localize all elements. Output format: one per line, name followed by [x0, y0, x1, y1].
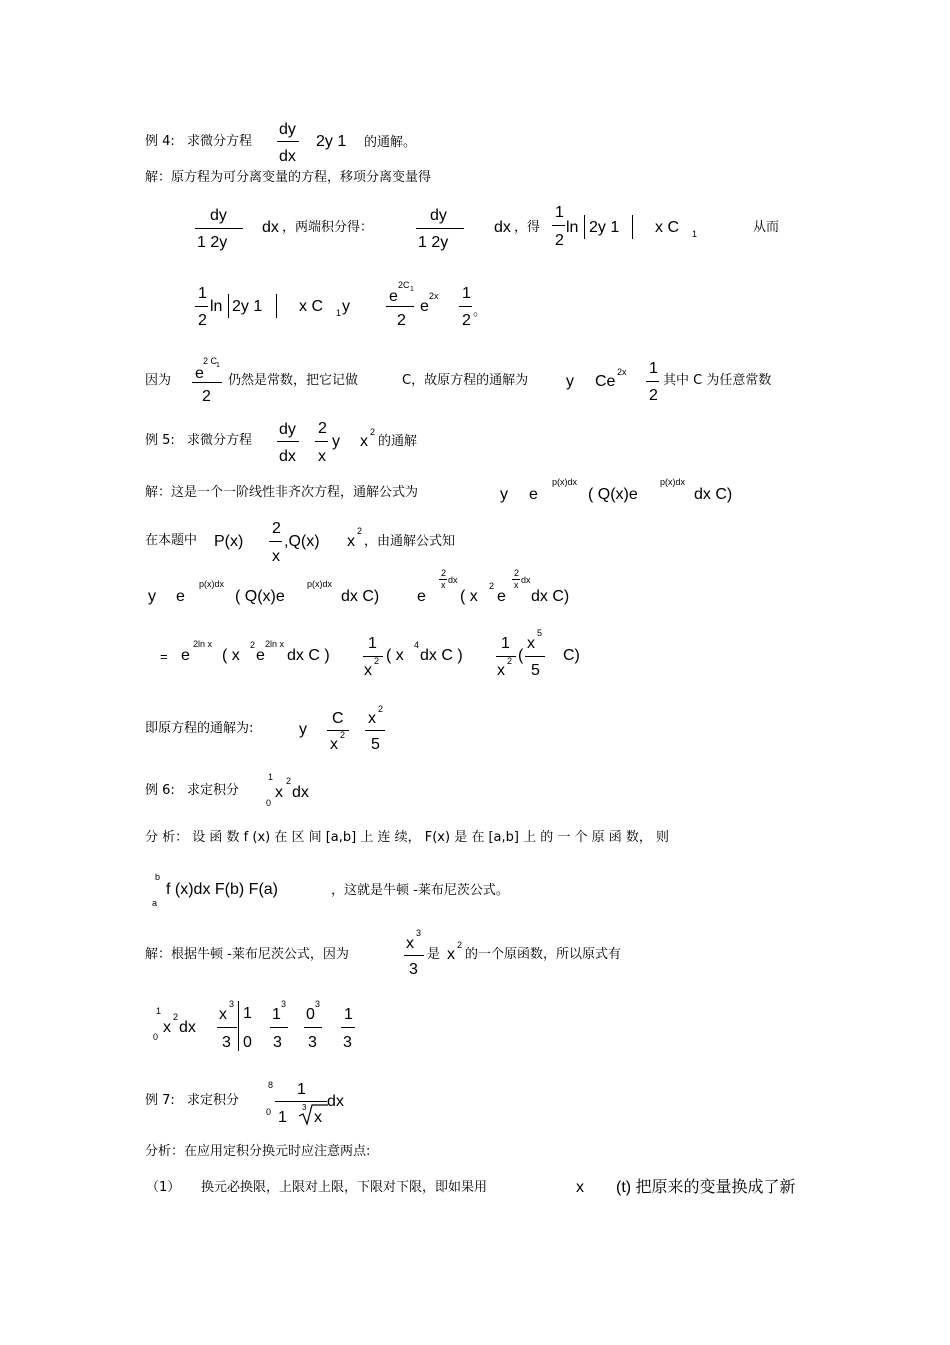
fraction-bar — [195, 306, 208, 307]
ana7-item-num: （1） — [146, 1180, 181, 1195]
sol5-l4-y: y — [148, 588, 156, 605]
sol4-l4-half-den: 2 — [649, 387, 658, 404]
sol5-l5-f3-den: 5 — [531, 662, 540, 679]
fraction-bar — [192, 382, 222, 383]
sol5-l4-e1: e — [176, 588, 185, 605]
sol5-l5-e-open: ( — [518, 647, 524, 664]
sol5-l6-x2: x — [330, 736, 338, 753]
sol4-l4-e-sup: 2 C — [203, 356, 218, 366]
fraction-bar — [217, 1027, 237, 1028]
ex7-prompt: 求定积分 — [187, 1093, 240, 1108]
sol5-l5-f2-num: 1 — [501, 635, 510, 652]
abs-bar — [228, 294, 229, 318]
sol4-l3-abs: 2y 1 — [232, 298, 263, 315]
sol5-l3-two: 2 — [272, 520, 281, 537]
sol4-l4-still: 仍然是常数，把它记做 — [228, 373, 359, 388]
sol5-l4-d: dx C) — [531, 588, 570, 605]
sol6-den: 3 — [409, 961, 418, 978]
abs-bar — [276, 294, 277, 318]
sol5-l3-x2: x — [347, 533, 355, 550]
sol6-calc-sup2: 2 — [173, 1012, 179, 1022]
sol6-tail: 的一个原函数，所以原式有 — [465, 947, 622, 962]
ex5-y: y — [332, 433, 340, 450]
sol6-calc-eval-low: 0 — [243, 1034, 252, 1051]
sol5-l4-e1-sup: p(x)dx — [199, 579, 225, 589]
sol5-l3-zai: 在本题中 — [145, 533, 198, 548]
ex7-num: 1 — [297, 1081, 306, 1098]
sol5-line1: 解：这是一个一阶线性非齐次方程，通解公式为 — [145, 485, 419, 500]
sol6-calc-b-den: 3 — [308, 1034, 317, 1051]
sol4-den1: 1 2y — [197, 234, 228, 251]
sol4-l4-y: y — [566, 373, 574, 390]
ana6-tail: ，这就是牛顿 -莱布尼茨公式。 — [331, 883, 509, 898]
fraction-bar — [269, 541, 282, 542]
sol4-l4-e-den: 2 — [202, 388, 211, 405]
sol5-l6-label: 即原方程的通解为: — [145, 721, 254, 736]
sol5-l6-five: 5 — [371, 736, 380, 753]
fraction-bar — [315, 441, 328, 442]
sol4-l4-e: e — [195, 365, 204, 382]
ex6-label: 例 6: — [145, 783, 175, 798]
ana7-line1: 分析：在应用定积分换元时应注意两点: — [145, 1144, 371, 1159]
sol5-l5-eq: = — [160, 649, 168, 664]
sol4-abs: 2y 1 — [589, 219, 620, 236]
abs-bar — [632, 215, 633, 239]
sol5-l4-c: ( x — [460, 588, 478, 605]
fraction-bar — [404, 955, 424, 956]
sol4-de: ，得 — [514, 220, 541, 235]
sol6-calc-a-num: 1 — [272, 1006, 281, 1023]
sol5-l5-f3-num: x — [527, 635, 535, 652]
ex6-upper: 1 — [268, 772, 274, 782]
fraction-bar — [304, 1027, 322, 1028]
sol6-calc-lower: 0 — [153, 1032, 159, 1042]
abs-bar — [584, 215, 585, 239]
ex5-dx: dx — [279, 448, 296, 465]
sol4-half-den: 2 — [555, 232, 564, 249]
fraction-bar — [496, 656, 516, 657]
sol4-l3-e-sup-sub: 1 — [410, 286, 414, 293]
sol4-l3-y: y — [342, 298, 350, 315]
sol4-num1: dy — [210, 207, 227, 224]
sol5-l5-e-sup: 2ln x — [193, 639, 213, 649]
fraction-bar — [525, 656, 545, 657]
sol4-l3-end: 。 — [473, 304, 487, 319]
fraction-bar — [270, 1027, 288, 1028]
sol5-f-mid: ( Q(x)e — [588, 486, 638, 503]
ex4-tail: 的通解。 — [364, 135, 417, 150]
sol4-l3-e-sup: 2C — [398, 280, 410, 290]
sol5-l5-a-sup: 2 — [250, 640, 256, 650]
sol5-l5-f1-den: x — [364, 662, 372, 679]
ex4-label: 例 4: — [145, 134, 175, 149]
fraction-bar — [275, 1101, 327, 1102]
ana7-item-text: 换元必换限，上限对上限，下限对下限，即如果用 — [201, 1180, 488, 1195]
fraction-bar — [459, 306, 472, 307]
sol5-l4-c-e-den: x — [514, 580, 519, 590]
ex7-dx: dx — [327, 1093, 344, 1110]
sol5-l3-x: x — [272, 548, 280, 565]
ana6-integrand: f (x)dx F(b) F(a) — [166, 881, 278, 898]
fraction-bar — [327, 730, 349, 731]
fraction-bar — [341, 1027, 355, 1028]
sol5-l5-b: dx C ) — [287, 647, 330, 664]
sol4-num2: dy — [430, 207, 447, 224]
ex5-sup2: 2 — [370, 427, 376, 437]
sol6-calc-f-den: 3 — [222, 1034, 231, 1051]
sol4-den2: 1 2y — [418, 234, 449, 251]
ex7-den-one: 1 — [278, 1109, 287, 1126]
sol5-l5-c-sup: 4 — [414, 640, 420, 650]
ex4-rhs: 2y 1 — [316, 133, 347, 150]
sol5-l4-e2: e — [417, 588, 426, 605]
fraction-bar — [386, 306, 414, 307]
sol4-dx2: dx — [494, 219, 511, 236]
sol6-calc-a-den: 3 — [273, 1034, 282, 1051]
sol5-l3-sup2: 2 — [357, 526, 363, 536]
sol5-l5-close: C) — [563, 647, 580, 664]
sol6-calc-f-sup: 3 — [229, 999, 235, 1009]
fraction-bar — [363, 656, 383, 657]
ex5-two: 2 — [318, 420, 327, 437]
sol4-dx1: dx — [262, 219, 279, 236]
sol5-l5-d: dx C ) — [420, 647, 463, 664]
sol5-l3-qx: ,Q(x) — [284, 533, 320, 550]
sol4-congr: 从而 — [753, 220, 780, 235]
fraction-bar — [552, 225, 565, 226]
ex4-prompt: 求微分方程 — [187, 134, 253, 149]
sol4-l4-ce: Ce — [595, 373, 616, 390]
sol4-l3-e: e — [389, 288, 398, 305]
sol5-l4-c-sup: 2 — [489, 581, 495, 591]
sol6-calc-a-sup: 3 — [281, 999, 287, 1009]
ana6-upper: b — [155, 872, 161, 882]
ana7-t: (t) 把原来的变量换成了新 — [616, 1179, 796, 1196]
fraction-bar — [365, 730, 385, 731]
sol6-calc-upper: 1 — [156, 1006, 162, 1016]
sol4-sub1: 1 — [692, 229, 698, 239]
sol6-num: x — [406, 935, 414, 952]
sol6-calc-dx: dx — [179, 1019, 196, 1036]
sol4-l4-half-num: 1 — [649, 360, 658, 377]
sol5-f-y: y — [500, 486, 508, 503]
sol5-l5-f2-den: x — [497, 662, 505, 679]
ex6-dx: dx — [292, 784, 309, 801]
ex6-sup2: 2 — [286, 776, 292, 786]
sol5-l5-f1-num: 1 — [368, 635, 377, 652]
sol5-l4-c-e-num: 2 — [514, 568, 520, 578]
ana6-lower: a — [152, 898, 158, 908]
sol4-half-num: 1 — [555, 204, 564, 221]
fraction-bar — [646, 381, 659, 382]
sol4-l3-half2-num: 1 — [462, 285, 471, 302]
sol5-l4-e2-num: 2 — [441, 568, 447, 578]
eval-bar — [238, 1001, 239, 1051]
sol5-l5-c: ( x — [386, 647, 404, 664]
sol5-l5-f1-den-sup: 2 — [374, 656, 380, 666]
sol5-f-tail: dx C) — [694, 486, 733, 503]
sol5-l5-f2-den-sup: 2 — [507, 656, 513, 666]
ex5-dy: dy — [279, 421, 296, 438]
sol4-l4-because: 因为 — [145, 373, 172, 388]
ex6-x: x — [275, 784, 283, 801]
sol4-line1: 解：原方程为可分离变量的方程，移项分离变量得 — [145, 170, 432, 185]
sol4-l3-e2x: e — [420, 298, 429, 315]
ex7-upper: 8 — [268, 1080, 274, 1090]
sol5-l5-e: e — [181, 647, 190, 664]
sol5-l5-a-e-sup: 2ln x — [265, 639, 285, 649]
ex5-x: x — [318, 448, 326, 465]
sol6-calc-x: x — [163, 1019, 171, 1036]
sol4-l4-e-sup-sub: 1 — [216, 362, 220, 369]
ex5-x2: x — [360, 433, 368, 450]
sol4-l3-half-den: 2 — [198, 312, 207, 329]
ex4-dx: dx — [279, 148, 296, 165]
sol6-x: x — [447, 946, 455, 963]
sol6-sup2: 2 — [457, 940, 463, 950]
sol4-l4-where: 其中 C 为任意常数 — [663, 373, 772, 388]
sol5-l5-a: ( x — [222, 647, 240, 664]
sol6-num-sup: 3 — [416, 928, 422, 938]
ex5-tail: 的通解 — [378, 434, 418, 449]
sol4-l3-half-num: 1 — [198, 285, 207, 302]
ex5-prompt: 求微分方程 — [187, 433, 253, 448]
ex7-root-x: x — [314, 1109, 322, 1126]
sol6-calc-eval-up: 1 — [243, 1005, 252, 1022]
ex6-prompt: 求定积分 — [187, 783, 240, 798]
fraction-bar — [277, 141, 299, 142]
sol4-l3-xc: x C — [299, 298, 323, 315]
sol6-lead: 解：根据牛顿 -莱布尼茨公式，因为 — [145, 947, 349, 962]
sol4-l3-e2x-sup: 2x — [429, 291, 439, 301]
sol5-l4-a: ( Q(x)e — [235, 588, 285, 605]
sol6-calc-c-num: 1 — [344, 1006, 353, 1023]
sol4-ln: ln — [566, 219, 579, 236]
sol5-l3-tail: ，由通解公式知 — [364, 534, 456, 549]
fraction-bar — [195, 228, 243, 229]
sol5-l6-sup2: 2 — [340, 730, 346, 740]
sol5-f-e: e — [529, 486, 538, 503]
sol5-l6-c: C — [332, 710, 344, 727]
sol5-l6-sup2n: 2 — [378, 704, 384, 714]
sol4-l4-c: C，故原方程的通解为 — [402, 373, 529, 388]
ex7-lower: 0 — [266, 1107, 272, 1117]
sol5-f-mid-sup: p(x)dx — [660, 477, 686, 487]
sol5-l5-a-e: e — [256, 647, 265, 664]
sol5-l4-e2-dx: dx — [448, 575, 458, 585]
ana7-x: x — [576, 1179, 584, 1196]
ex7-root-idx: 3 — [302, 1103, 307, 1112]
sol4-l3-half2-den: 2 — [462, 312, 471, 329]
sol5-l4-c-e-dx: dx — [521, 575, 531, 585]
ex6-lower: 0 — [266, 798, 272, 808]
fraction-bar — [416, 228, 464, 229]
sol5-l4-b: dx C) — [341, 588, 380, 605]
sol6-shi: 是 — [427, 947, 441, 962]
sol4-l4-ce-sup: 2x — [617, 367, 627, 377]
sol5-l6-x2n: x — [368, 710, 376, 727]
fraction-bar — [277, 441, 299, 442]
sol4-l3-ln: ln — [210, 298, 223, 315]
sol6-calc-b-sup: 3 — [315, 999, 321, 1009]
sol5-l4-c-e: e — [497, 588, 506, 605]
sol6-calc-b-num: 0 — [306, 1006, 315, 1023]
sol5-l6-y: y — [299, 721, 307, 738]
sol6-calc-c-den: 3 — [343, 1034, 352, 1051]
ex5-label: 例 5: — [145, 433, 175, 448]
ana6-line1: 分 析： 设 函 数 f (x) 在 区 间 [a,b] 上 连 续， F(x) 是 在 [a,b] 上 的 一 个 原 函 数， 则 — [145, 830, 670, 845]
sol4-l3-e-den: 2 — [397, 312, 406, 329]
ex7-label: 例 7: — [145, 1093, 175, 1108]
ex4-dy: dy — [279, 121, 296, 138]
sol4-l3-sub1: 1 — [336, 308, 342, 318]
sol6-calc-f-num: x — [219, 1006, 227, 1023]
sol4-xc: x C — [655, 219, 679, 236]
sol5-l4-e2-den: x — [441, 580, 446, 590]
sol5-l4-a-sup: p(x)dx — [307, 579, 333, 589]
sol4-mid: ，两端积分得： — [282, 220, 374, 235]
sol5-l5-f3-num-sup: 5 — [537, 628, 543, 638]
sol5-l3-px: P(x) — [214, 533, 244, 550]
sol5-f-e-sup: p(x)dx — [552, 477, 578, 487]
